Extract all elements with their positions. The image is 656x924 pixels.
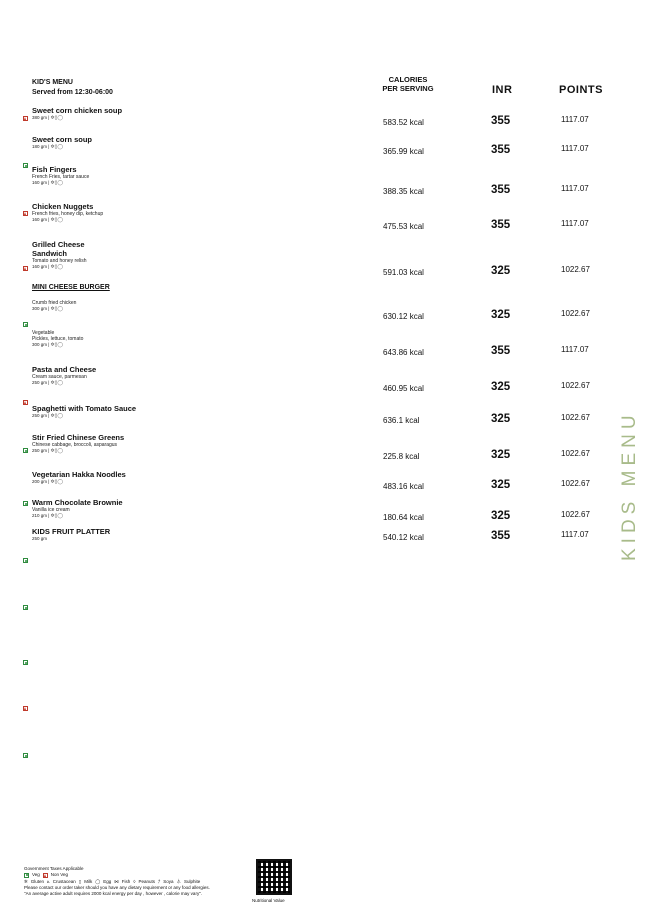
- veg-icon: [23, 501, 28, 506]
- item-price-inr: 325: [491, 479, 511, 491]
- inr-header: INR: [492, 84, 513, 96]
- item-weight: 250 gm: [32, 536, 48, 541]
- item-weight-line: [32, 342, 182, 348]
- calories-header-line1: CALORIES: [388, 75, 428, 84]
- item-name: Warm Chocolate Brownie: [32, 498, 123, 507]
- item-description: French Fries, tartar sauce: [32, 174, 90, 180]
- item-name: KIDS FRUIT PLATTER: [32, 527, 111, 536]
- allergen-icons: ✲▯◯: [50, 217, 63, 223]
- item-points: 1117.07: [561, 345, 589, 354]
- allergen-icons: ✲▯◯: [50, 264, 63, 270]
- item-weight-line: [32, 217, 182, 223]
- item-calories: 483.16 kcal: [383, 482, 424, 491]
- allergen-icons: ✲▯◯: [50, 306, 63, 312]
- mini-cheese-burger-heading: MINI CHEESE BURGER: [32, 284, 110, 291]
- item-name: Stir Fried Chinese Greens: [32, 433, 125, 442]
- fish-icon: ⋈: [114, 879, 119, 884]
- item-details: [32, 165, 182, 186]
- allergen-icons: ✲▯◯: [50, 513, 63, 519]
- crustacean-icon: ఽ: [47, 879, 50, 884]
- qr-code[interactable]: [256, 859, 292, 895]
- item-description: French fries, honey dip, ketchup: [32, 211, 104, 217]
- item-calories: 643.86 kcal: [383, 348, 424, 357]
- item-calories: 460.95 kcal: [383, 384, 424, 393]
- nonveg-icon: [23, 706, 28, 711]
- item-price-inr: 325: [491, 510, 511, 522]
- item-price-inr: 355: [491, 115, 511, 127]
- item-name: Vegetarian Hakka Noodles: [32, 470, 126, 479]
- item-calories: 365.99 kcal: [383, 147, 424, 156]
- item-points: 1022.67: [561, 309, 590, 318]
- item-details: [32, 106, 182, 121]
- item-weight: 200 gm |: [32, 479, 50, 484]
- milk-icon: ▯: [78, 879, 82, 884]
- item-weight-line: [32, 479, 182, 485]
- soya-label: Soya: [163, 879, 174, 884]
- item-name: Sweet corn soup: [32, 135, 93, 144]
- item-points: 1022.67: [561, 265, 590, 274]
- soya-icon: ﾅ: [158, 879, 161, 884]
- points-header: POINTS: [559, 84, 603, 96]
- veg-icon: [23, 448, 28, 453]
- item-weight-line: [32, 115, 182, 121]
- nonveg-icon: [23, 211, 28, 216]
- item-details: [32, 330, 182, 348]
- item-price-inr: 355: [491, 184, 511, 196]
- allergen-icons: ✲▯◯: [50, 115, 63, 121]
- item-price-inr: 355: [491, 144, 511, 156]
- item-points: 1117.07: [561, 219, 589, 228]
- allergen-icons: ✲▯◯: [50, 144, 63, 150]
- milk-label: Milk: [84, 879, 93, 884]
- item-calories: 388.35 kcal: [383, 187, 424, 196]
- veg-icon: [23, 605, 28, 610]
- item-price-inr: 355: [491, 530, 511, 542]
- veg-icon: [24, 873, 29, 878]
- item-weight-line: [32, 144, 182, 150]
- item-points: 1117.07: [561, 115, 589, 124]
- footer-legend: [24, 866, 210, 897]
- allergen-icons: ✲▯◯: [50, 180, 63, 186]
- item-details: [32, 527, 182, 542]
- item-weight: 160 gm |: [32, 180, 50, 185]
- item-price-inr: 355: [491, 345, 511, 357]
- menu-title: KID'S MENU: [32, 79, 73, 86]
- item-weight: 160 gm |: [32, 217, 50, 222]
- item-weight: 250 gm |: [32, 380, 50, 385]
- item-price-inr: 325: [491, 449, 511, 461]
- item-weight-line: [32, 264, 182, 270]
- item-description-line2: Pickles, lettuce, tomato: [32, 336, 84, 342]
- egg-label: Egg: [103, 879, 112, 884]
- item-name: Grilled Cheese: [32, 240, 85, 249]
- item-price-inr: 355: [491, 219, 511, 231]
- item-calories: 225.8 kcal: [383, 452, 420, 461]
- item-name: Fish Fingers: [32, 165, 77, 174]
- egg-icon: ◯: [95, 879, 101, 884]
- item-name: Spaghetti with Tomato Sauce: [32, 404, 137, 413]
- item-description: Chinese cabbage, broccoli, asparagus: [32, 442, 118, 448]
- item-weight: 250 gm |: [32, 448, 50, 453]
- item-calories: 180.64 kcal: [383, 513, 424, 522]
- item-weight-line: [32, 180, 182, 186]
- allergen-icons: ✲▯◯: [50, 448, 63, 454]
- veg-label: Veg: [32, 872, 40, 877]
- item-details: [32, 404, 182, 419]
- calories-header: [370, 75, 446, 93]
- item-points: 1022.67: [561, 449, 590, 458]
- item-details: [32, 240, 182, 270]
- served-time: Served from 12:30-06:00: [32, 89, 113, 96]
- veg-icon: [23, 558, 28, 563]
- calories-header-line2: PER SERVING: [382, 84, 434, 93]
- gluten-label: Gluten: [30, 879, 45, 884]
- item-name-line2: Sandwich: [32, 249, 68, 258]
- allergen-icons: ✲▯◯: [50, 342, 63, 348]
- item-weight-line: [32, 513, 182, 519]
- item-name: Sweet corn chicken soup: [32, 106, 123, 115]
- item-weight: 300 gm |: [32, 306, 50, 311]
- item-weight: 300 gm |: [32, 342, 50, 347]
- item-details: [32, 433, 182, 454]
- item-price-inr: 325: [491, 265, 511, 277]
- allergy-note: Please contact our order taker should you have any dietary requirement or any food allergies.: [24, 885, 210, 890]
- allergen-icons: ✲▯◯: [50, 479, 63, 485]
- item-calories: 630.12 kcal: [383, 312, 424, 321]
- veg-icon: [23, 163, 28, 168]
- sulphite-label: Sulphite: [184, 879, 201, 884]
- item-weight-line: [32, 306, 182, 312]
- item-calories: 475.53 kcal: [383, 222, 424, 231]
- item-description: Vanilla ice cream: [32, 507, 70, 513]
- sulphite-icon: ⏃: [176, 879, 182, 884]
- energy-note: "An average active adult requires 2000 kcal energy per day , however , calorie may vary".: [24, 891, 203, 896]
- item-name: Chicken Nuggets: [32, 202, 94, 211]
- item-details: [32, 135, 182, 150]
- item-details: [32, 498, 182, 519]
- item-price-inr: 325: [491, 309, 511, 321]
- taxes-note: Government Taxes Applicable: [24, 866, 84, 871]
- item-points: 1022.67: [561, 510, 590, 519]
- item-details: [32, 300, 182, 312]
- nonveg-icon: [23, 116, 28, 121]
- item-points: 1022.67: [561, 479, 590, 488]
- veg-icon: [23, 322, 28, 327]
- item-weight: 160 gm |: [32, 264, 50, 269]
- item-weight-line: [32, 413, 182, 419]
- item-price-inr: 325: [491, 413, 511, 425]
- veg-icon: [23, 753, 28, 758]
- item-calories: 636.1 kcal: [383, 416, 420, 425]
- nonveg-label: Non Veg: [50, 872, 69, 877]
- side-label: KIDS MENU: [619, 410, 640, 561]
- item-points: 1117.07: [561, 530, 589, 539]
- veg-legend: [24, 872, 210, 878]
- nonveg-icon: [23, 400, 28, 405]
- item-weight-line: [32, 448, 182, 454]
- crustacean-label: Crustacean: [52, 879, 76, 884]
- allergen-icons: ✲▯◯: [50, 413, 63, 419]
- item-description: Cream sauce, parmesan: [32, 374, 87, 380]
- item-calories: 583.52 kcal: [383, 118, 424, 127]
- item-calories: 540.12 kcal: [383, 533, 424, 542]
- peanuts-icon: ◊: [133, 879, 136, 884]
- item-details: [32, 470, 182, 485]
- item-description: Vegetable: [32, 330, 55, 336]
- nonveg-icon: [43, 873, 48, 878]
- item-details: [32, 365, 182, 386]
- item-points: 1022.67: [561, 413, 590, 422]
- item-weight-line: [32, 536, 182, 542]
- item-weight: 180 gm |: [32, 144, 50, 149]
- item-price-inr: 325: [491, 381, 511, 393]
- item-name: Pasta and Cheese: [32, 365, 97, 374]
- item-weight-line: [32, 380, 182, 386]
- item-points: 1117.07: [561, 184, 589, 193]
- item-points: 1022.67: [561, 381, 590, 390]
- peanuts-label: Peanuts: [138, 879, 156, 884]
- item-points: 1117.07: [561, 144, 589, 153]
- veg-icon: [23, 660, 28, 665]
- item-weight: 210 gm |: [32, 513, 50, 518]
- item-calories: 591.03 kcal: [383, 268, 424, 277]
- qr-label: Nutritional Value: [252, 898, 285, 903]
- item-description: Tomato and honey relish: [32, 258, 87, 264]
- gluten-icon: ✲: [24, 879, 28, 884]
- item-weight: 250 gm |: [32, 413, 50, 418]
- item-details: [32, 202, 182, 223]
- nonveg-icon: [23, 266, 28, 271]
- allergen-icons: ✲▯◯: [50, 380, 63, 386]
- item-description: Crumb fried chicken: [32, 300, 77, 306]
- item-weight: 380 gm |: [32, 115, 50, 120]
- fish-label: Fish: [121, 879, 131, 884]
